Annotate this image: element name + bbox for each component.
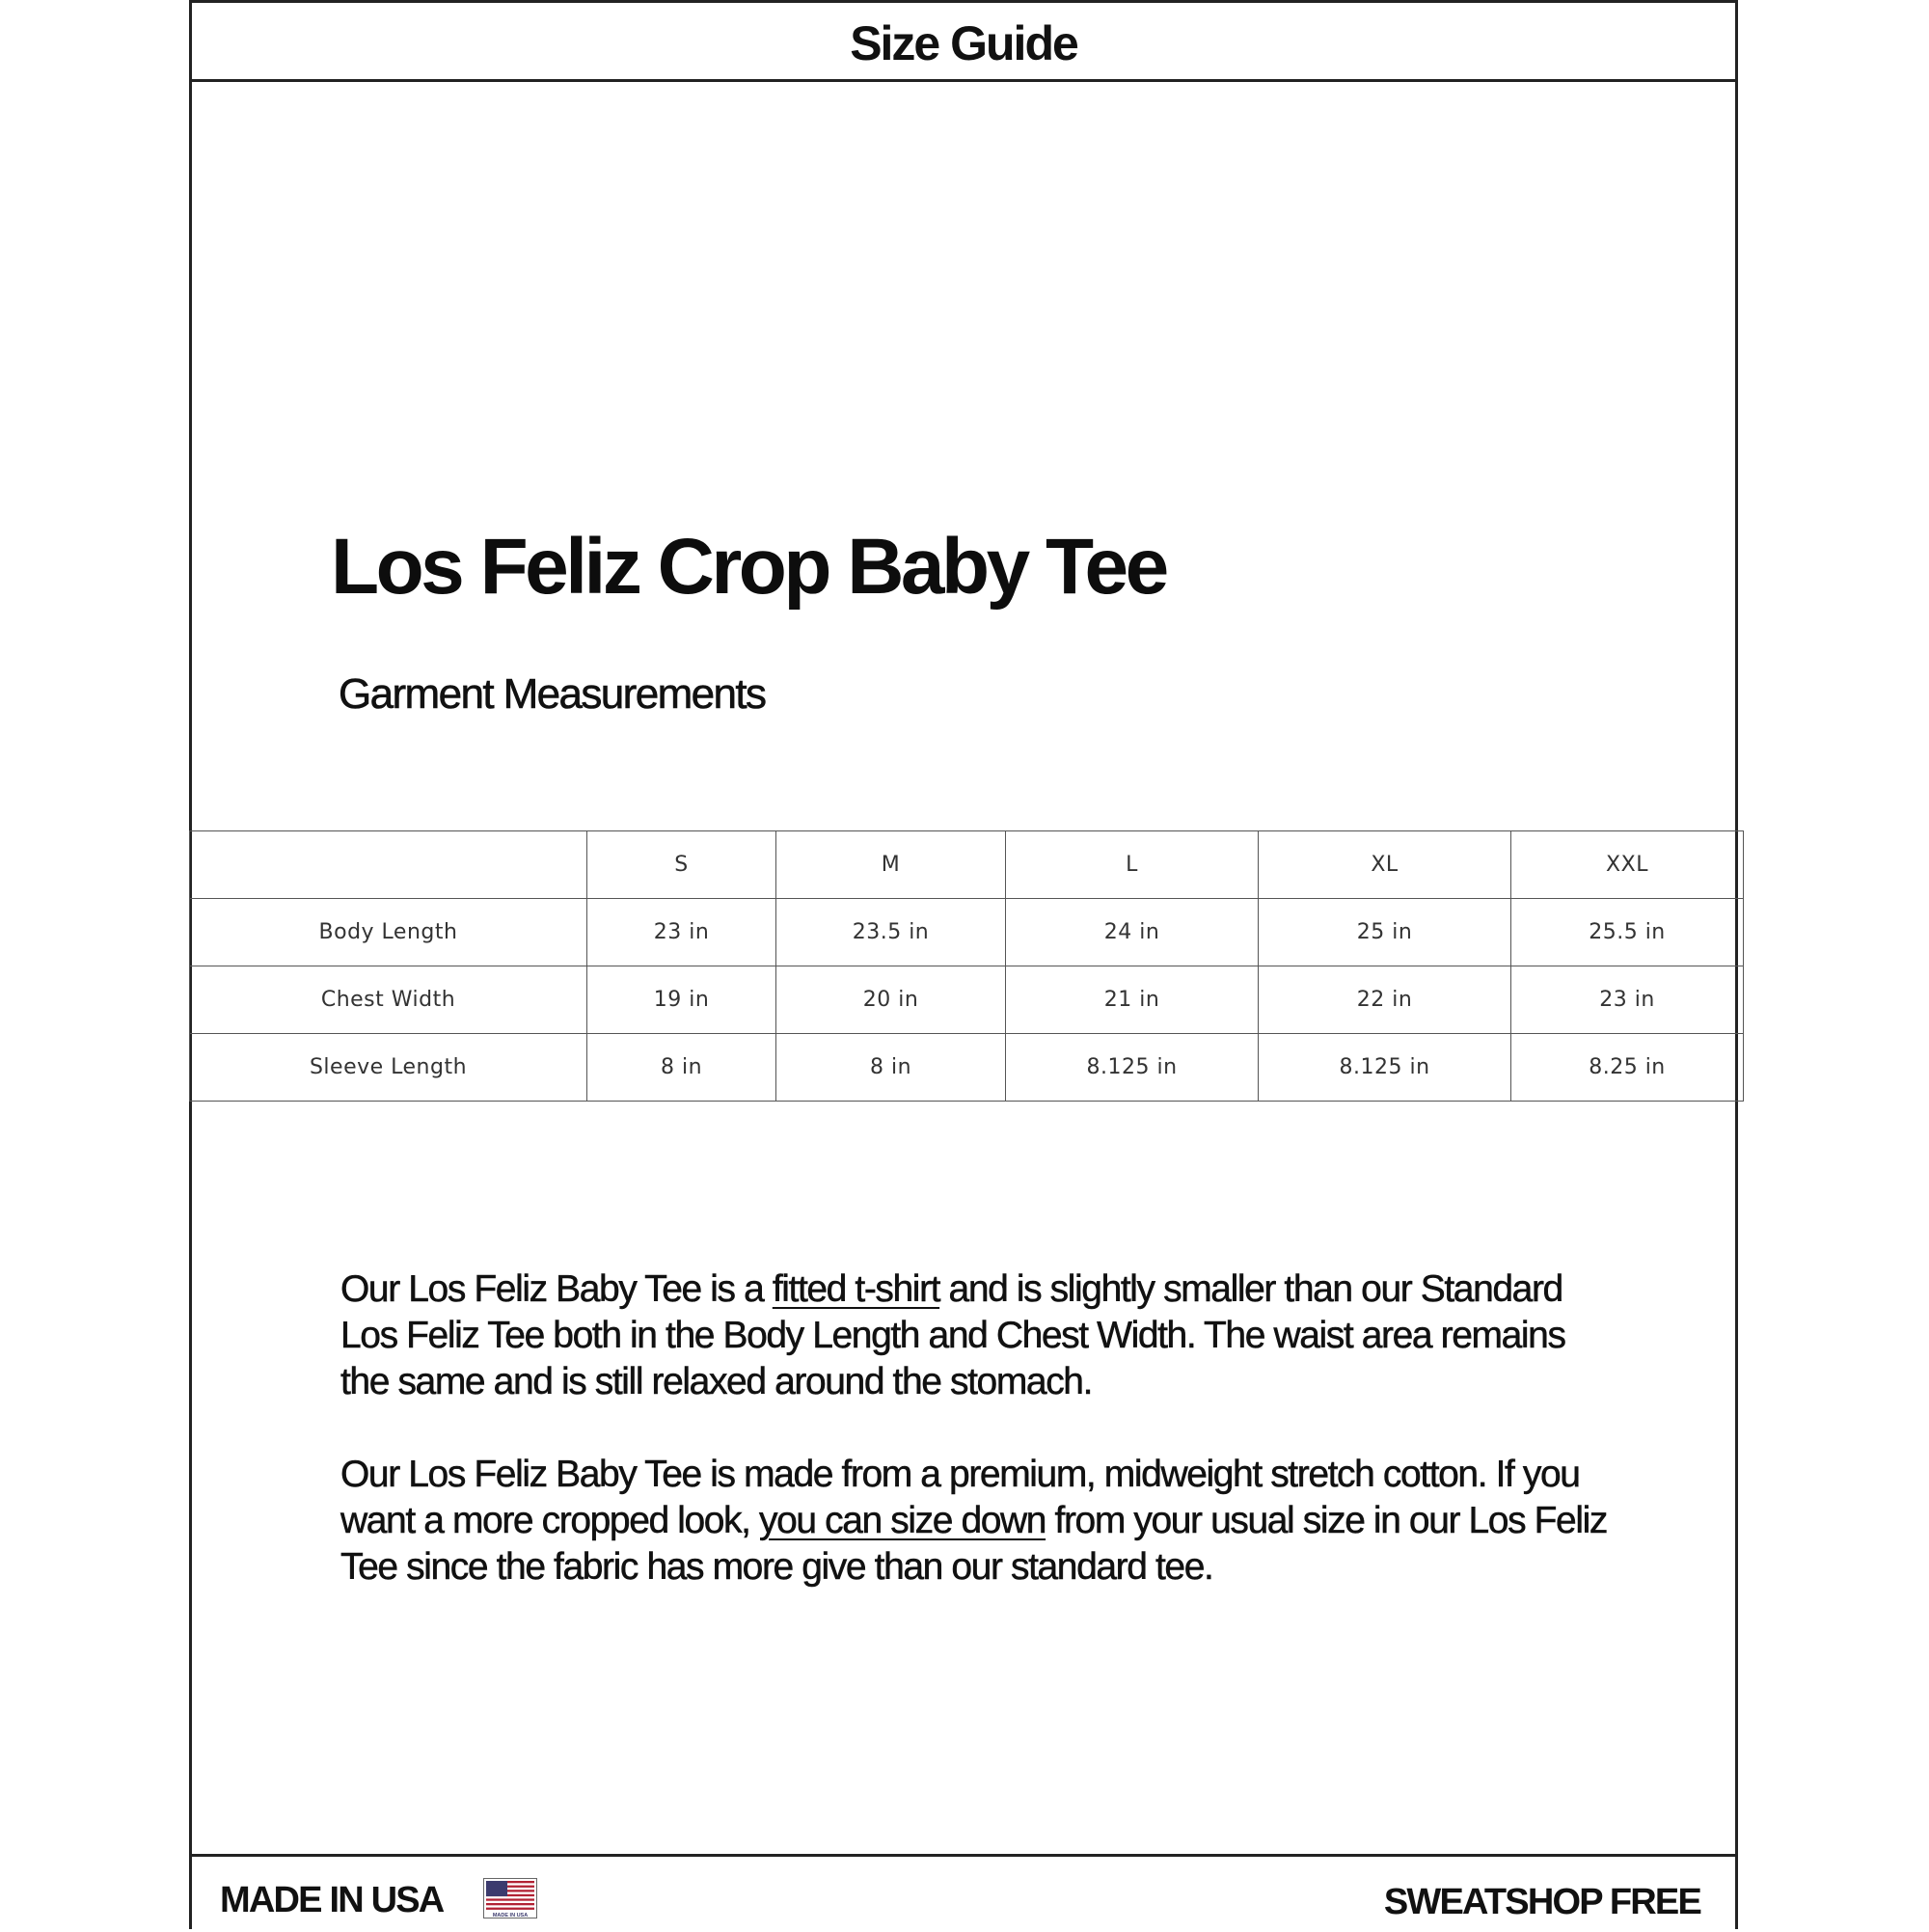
table-row bbox=[190, 899, 1744, 966]
description-paragraph bbox=[340, 1266, 1614, 1405]
description-text: Our Los Feliz Baby Tee is made from a premium, midweight stretch cotton. If you want a more cropped look, bbox=[340, 1454, 1580, 1541]
footer bbox=[192, 1854, 1735, 1932]
size-table bbox=[189, 830, 1744, 1102]
description-paragraph bbox=[340, 1452, 1614, 1591]
table-cell: 22 in bbox=[1259, 966, 1511, 1034]
table-row bbox=[190, 966, 1744, 1034]
section-subtitle: Garment Measurements bbox=[339, 670, 766, 718]
table-cell: 24 in bbox=[1006, 899, 1259, 966]
row-label: Chest Width bbox=[190, 966, 587, 1034]
row-label: Body Length bbox=[190, 899, 587, 966]
size-guide-frame bbox=[189, 0, 1738, 1929]
fitted-tshirt-link[interactable]: fitted t-shirt bbox=[772, 1268, 940, 1310]
table-header-cell bbox=[190, 831, 587, 899]
table-header-cell: XL bbox=[1259, 831, 1511, 899]
table-cell: 25 in bbox=[1259, 899, 1511, 966]
page-title: Size Guide bbox=[850, 15, 1077, 70]
table-header-cell: M bbox=[776, 831, 1006, 899]
table-cell: 8.25 in bbox=[1511, 1034, 1744, 1102]
table-header-cell: S bbox=[587, 831, 776, 899]
table-cell: 23 in bbox=[587, 899, 776, 966]
description-text: Our Los Feliz Baby Tee is a bbox=[340, 1268, 773, 1310]
made-in-usa-label: MADE IN USA bbox=[220, 1880, 444, 1920]
table-cell: 25.5 in bbox=[1511, 899, 1744, 966]
sweatshop-free-label: SWEATSHOP FREE bbox=[1383, 1882, 1700, 1922]
table-cell: 20 in bbox=[776, 966, 1006, 1034]
table-cell: 8.125 in bbox=[1006, 1034, 1259, 1102]
description-text: and is slightly smaller than our Standard Los Feliz Tee both in the Body Length and Chest Width. The waist area remains the same and is still relaxed around the stomach. bbox=[340, 1268, 1565, 1402]
table-cell: 23.5 in bbox=[776, 899, 1006, 966]
table-header-cell: L bbox=[1006, 831, 1259, 899]
header bbox=[192, 3, 1735, 82]
table-cell: 8.125 in bbox=[1259, 1034, 1511, 1102]
table-header-row bbox=[190, 831, 1744, 899]
fit-description bbox=[340, 1266, 1614, 1637]
size-down-link[interactable]: you can size down bbox=[759, 1500, 1046, 1541]
table-cell: 19 in bbox=[587, 966, 776, 1034]
description-text: from your usual size in our Los Feliz Tee since the fabric has more give than our standard tee. bbox=[340, 1500, 1607, 1588]
table-cell: 8 in bbox=[587, 1034, 776, 1102]
flag-badge-caption: MADE IN USA bbox=[492, 1913, 529, 1918]
table-row bbox=[190, 1034, 1744, 1102]
table-cell: 23 in bbox=[1511, 966, 1744, 1034]
product-title: Los Feliz Crop Baby Tee bbox=[331, 523, 1166, 611]
table-cell: 8 in bbox=[776, 1034, 1006, 1102]
us-flag-icon bbox=[483, 1878, 537, 1918]
row-label: Sleeve Length bbox=[190, 1034, 587, 1102]
table-header-cell: XXL bbox=[1511, 831, 1744, 899]
table-cell: 21 in bbox=[1006, 966, 1259, 1034]
